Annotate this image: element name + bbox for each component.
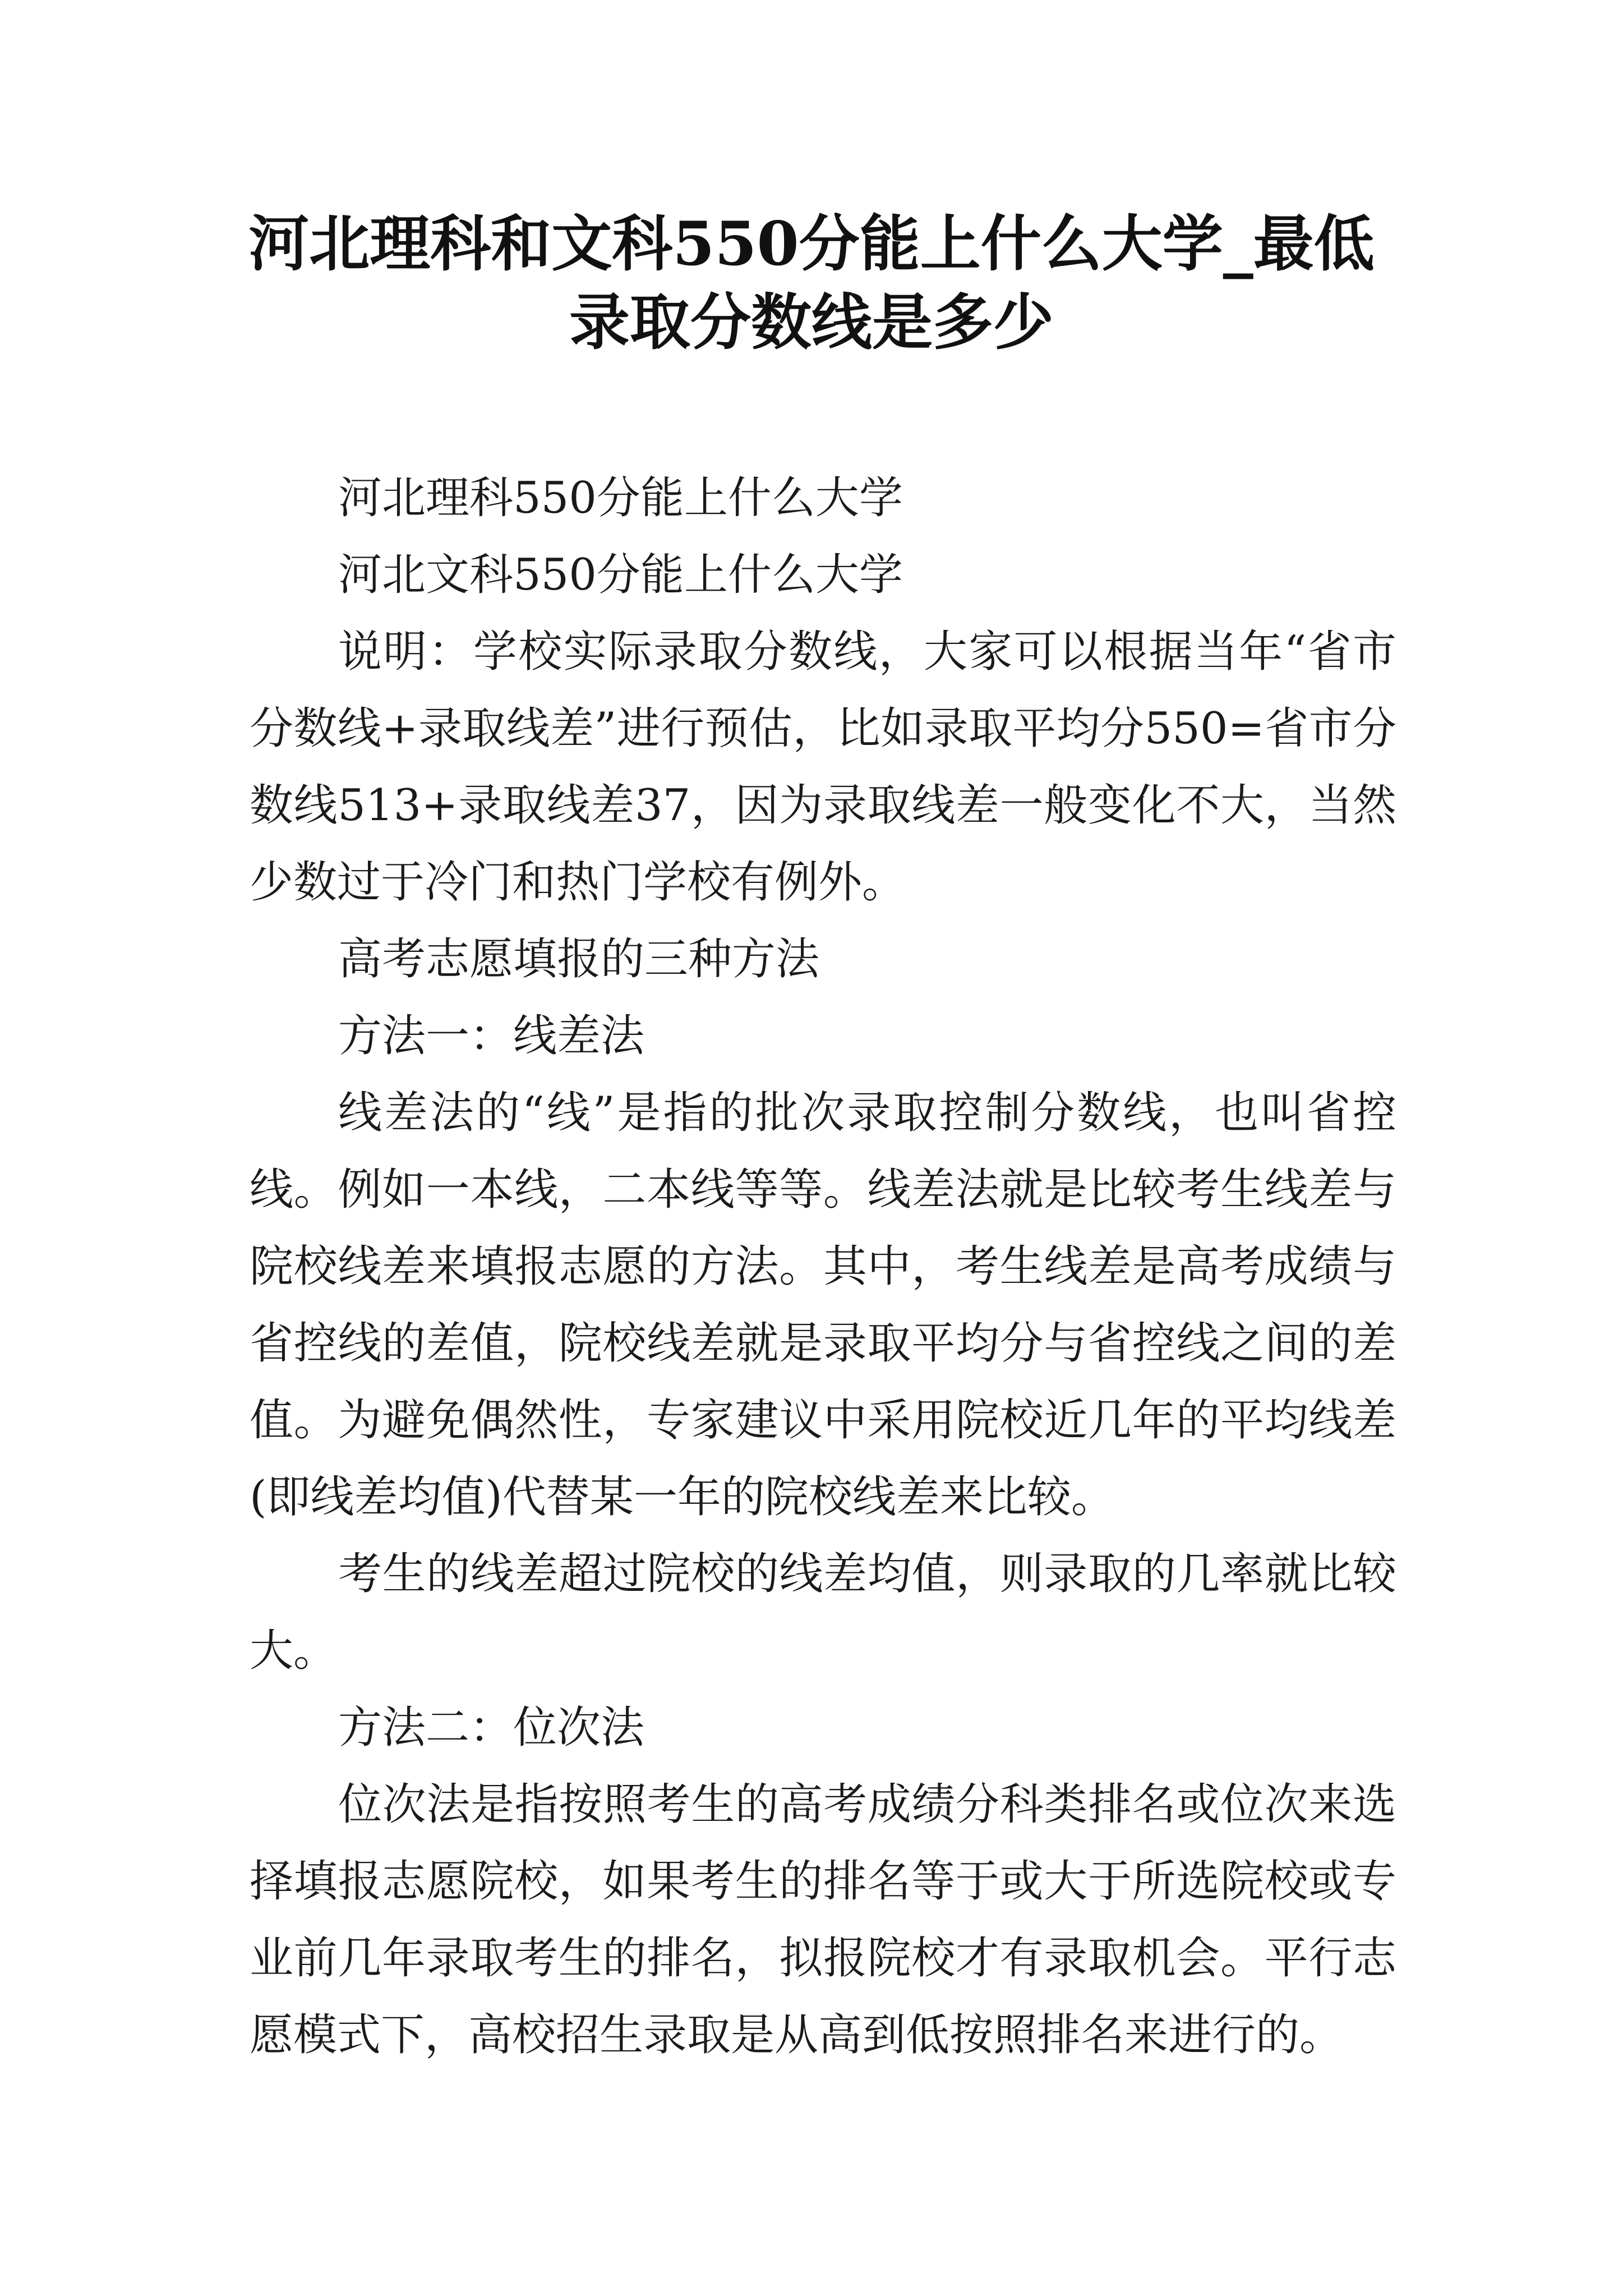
paragraph-method-two-body: 位次法是指按照考生的高考成绩分科类排名或位次来选择填报志愿院校，如果考生的排名等于或大于所选院校或专业前几年录取考生的排名，拟报院校才有录取机会。平行志愿模式下，高校招生录取是从高到低按照排名来进行的。 xyxy=(250,1779,1396,2060)
paragraph-method-two-heading: 方法二：位次法 xyxy=(338,1703,645,1753)
document-title-line-1: 河北理科和文科550分能上什么大学_最低 xyxy=(248,209,1375,279)
paragraph-explanation: 说明：学校实际录取分数线，大家可以根据当年“省市分数线+录取线差”进行预估，比如录取平均分550=省市分数线513+录取线差37，因为录取线差一般变化不大，当然少数过于冷门和热门学校有例外。 xyxy=(250,627,1396,908)
document-body xyxy=(250,460,1396,2074)
paragraph-method-one-heading: 方法一：线差法 xyxy=(338,1011,645,1061)
paragraph-science-heading: 河北理科550分能上什么大学 xyxy=(338,473,903,523)
document-title-line-2: 录取分数线是多少 xyxy=(569,287,1054,358)
paragraph-method-one-conclusion: 考生的线差超过院校的线差均值，则录取的几率就比较大。 xyxy=(250,1549,1396,1676)
paragraph-arts-heading: 河北文科550分能上什么大学 xyxy=(338,550,903,600)
paragraph-methods-heading: 高考志愿填报的三种方法 xyxy=(338,934,820,984)
paragraph-method-one-body: 线差法的“线”是指的批次录取控制分数线，也叫省控线。例如一本线，二本线等等。线差法就是比较考生线差与院校线差来填报志愿的方法。其中，考生线差是高考成绩与省控线的差值，院校线差就是录取平均分与省控线之间的差值。为避免偶然性，专家建议中采用院校近几年的平均线差(即线差均值)代替某一年的院校线差来比较。 xyxy=(250,1088,1396,1522)
